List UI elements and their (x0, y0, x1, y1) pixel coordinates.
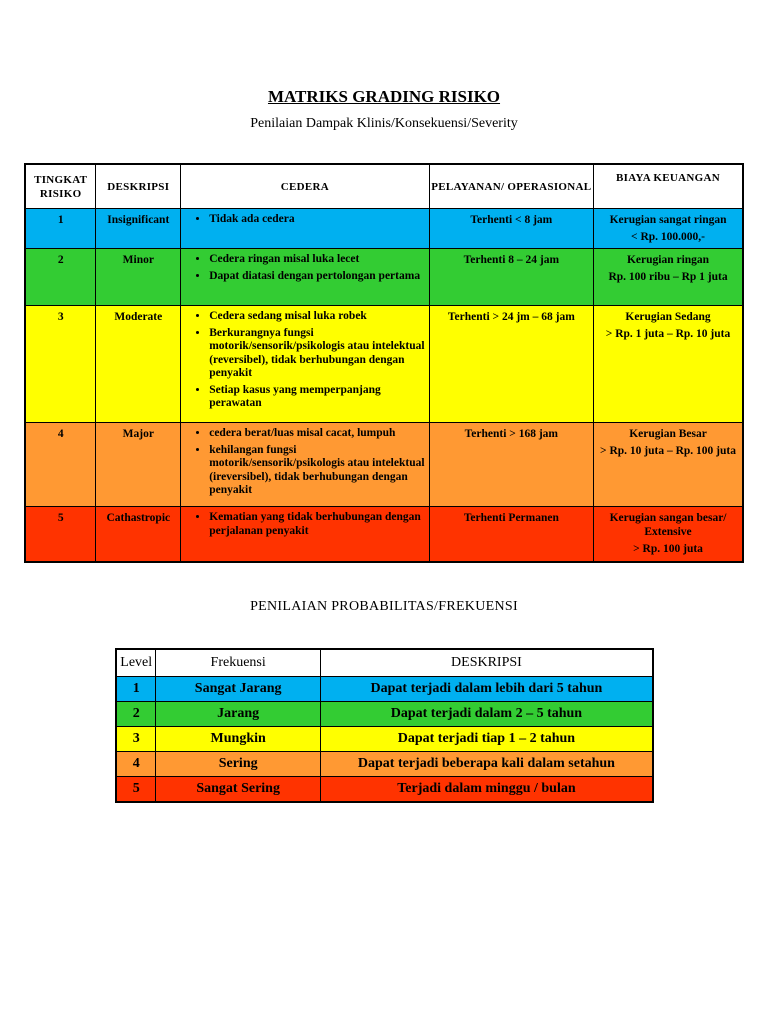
injury-cell (181, 423, 429, 507)
matrix-row (25, 249, 743, 306)
probability-title: PENILAIAN PROBABILITAS/FREKUENSI (250, 599, 518, 614)
prob-description: Dapat terjadi tiap 1 – 2 tahun (320, 727, 653, 752)
header-level: Level (116, 649, 156, 677)
financial-cost (594, 306, 743, 423)
service-impact: Terhenti Permanen (429, 507, 593, 562)
service-impact: Terhenti < 8 jam (429, 209, 593, 249)
prob-frequency: Jarang (156, 702, 320, 727)
risk-description: Insignificant (96, 209, 181, 249)
financial-cost-line: Kerugian sangan besar/ Extensive (609, 512, 727, 538)
prob-frequency: Mungkin (156, 727, 320, 752)
probability-table (115, 648, 654, 803)
probability-row (116, 727, 653, 752)
prob-frequency: Sangat Sering (156, 777, 320, 803)
financial-cost (594, 507, 743, 562)
financial-cost (594, 209, 743, 249)
header-deskripsi: DESKRIPSI (96, 164, 181, 209)
probability-row (116, 677, 653, 702)
injury-item: • Kematian yang tidak berhubungan dengan perjalanan penyakit (209, 511, 424, 538)
probability-row (116, 777, 653, 803)
header-prob-deskripsi: DESKRIPSI (320, 649, 653, 677)
injury-item: • Dapat diatasi dengan pertolongan pertama (209, 270, 424, 284)
risk-level: 4 (25, 423, 96, 507)
matrix-row (25, 209, 743, 249)
service-impact: Terhenti 8 – 24 jam (429, 249, 593, 306)
risk-grading-matrix (24, 163, 744, 563)
injury-item: • kehilangan fungsi motorik/sensorik/psikologis atau intelektual (ireversibel), tidak berhubungan dengan penyakit (209, 444, 424, 498)
risk-level: 2 (25, 249, 96, 306)
financial-cost-line: > Rp. 1 juta – Rp. 10 juta (605, 328, 731, 340)
service-impact: Terhenti > 168 jam (429, 423, 593, 507)
probability-row (116, 752, 653, 777)
risk-description: Minor (96, 249, 181, 306)
risk-level: 1 (25, 209, 96, 249)
financial-cost-line: Kerugian ringan (626, 254, 710, 266)
matrix-row (25, 306, 743, 423)
probability-row (116, 702, 653, 727)
financial-cost (594, 249, 743, 306)
financial-cost-line: > Rp. 10 juta – Rp. 100 juta (600, 445, 736, 457)
prob-level: 2 (116, 702, 156, 727)
matrix-row (25, 423, 743, 507)
financial-cost-line: Kerugian Sedang (625, 311, 711, 323)
probability-header-row (116, 649, 653, 677)
financial-cost-line: Kerugian sangat ringan (609, 214, 727, 226)
risk-description: Major (96, 423, 181, 507)
prob-level: 5 (116, 777, 156, 803)
financial-cost-line: > Rp. 100 juta (633, 543, 703, 555)
injury-cell (181, 306, 429, 423)
risk-description: Moderate (96, 306, 181, 423)
matrix-header-row (25, 164, 743, 209)
injury-item: • Cedera sedang misal luka robek (209, 310, 424, 324)
header-biaya: BIAYA KEUANGAN (594, 164, 743, 209)
financial-cost-line: < Rp. 100.000,- (631, 231, 706, 243)
service-impact: Terhenti > 24 jm – 68 jam (429, 306, 593, 423)
injury-cell (181, 507, 429, 562)
risk-description: Cathastropic (96, 507, 181, 562)
injury-item: • Cedera ringan misal luka lecet (209, 253, 424, 267)
prob-description: Dapat terjadi dalam 2 – 5 tahun (320, 702, 653, 727)
page-subtitle: Penilaian Dampak Klinis/Konsekuensi/Severity (250, 116, 518, 131)
matrix-row (25, 507, 743, 562)
risk-level: 3 (25, 306, 96, 423)
header-pelayanan: PELAYANAN/ OPERASIONAL (429, 164, 593, 209)
page-title: MATRIKS GRADING RISIKO (267, 87, 501, 106)
financial-cost-line: Kerugian Besar (629, 428, 707, 440)
prob-level: 3 (116, 727, 156, 752)
injury-item: • cedera berat/luas misal cacat, lumpuh (209, 427, 424, 441)
header-cedera: CEDERA (181, 164, 429, 209)
injury-item: • Setiap kasus yang memperpanjang perawatan (209, 384, 424, 411)
injury-cell (181, 249, 429, 306)
risk-level: 5 (25, 507, 96, 562)
injury-item: • Berkurangnya fungsi motorik/sensorik/psikologis atau intelektual (reversibel), tidak berhubungan dengan penyakit (209, 327, 424, 381)
prob-description: Terjadi dalam minggu / bulan (320, 777, 653, 803)
header-tingkat-risiko: TINGKAT RISIKO (25, 164, 96, 209)
injury-item: • Tidak ada cedera (209, 213, 424, 227)
injury-cell (181, 209, 429, 249)
financial-cost (594, 423, 743, 507)
prob-level: 1 (116, 677, 156, 702)
financial-cost-line: Rp. 100 ribu – Rp 1 juta (608, 271, 728, 283)
prob-description: Dapat terjadi beberapa kali dalam setahun (320, 752, 653, 777)
prob-level: 4 (116, 752, 156, 777)
prob-description: Dapat terjadi dalam lebih dari 5 tahun (320, 677, 653, 702)
prob-frequency: Sering (156, 752, 320, 777)
prob-frequency: Sangat Jarang (156, 677, 320, 702)
header-frekuensi: Frekuensi (156, 649, 320, 677)
